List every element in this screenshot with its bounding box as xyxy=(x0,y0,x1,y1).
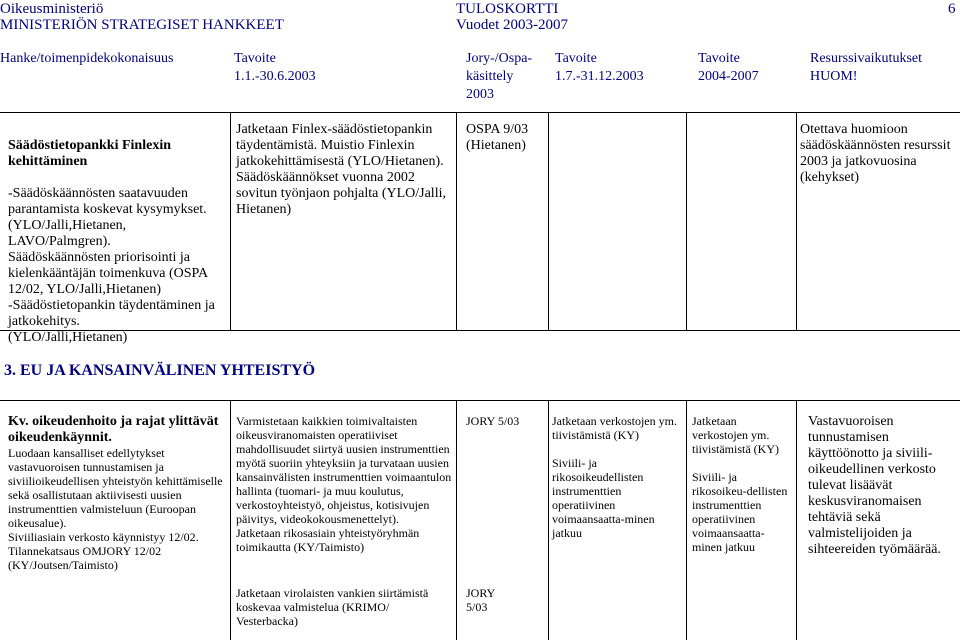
row2-goal-h1: Varmistetaan kaikkien toimivaltaisten oikeusviranomaisten operatiiviset mahdollisuudet siirtyä uusien instrumenttien myötä suoriin yhteyksiin ja turvataan uusien kansainvälisten instrumenttien voimaantulon hallinta (tuomari- ja muu koulutus, verkostoyhteistyö, ohjeistus, kotisivujen päivitys, videokokousmenettelyt). Jatketaan rikosasiain yhteistyöryhmän toimikautta (KY/Taimisto) xyxy=(236,414,452,554)
row1-project-body: -Säädöskäännösten saatavuuden parantamista koskevat kysymykset. (YLO/Jalli,Hietanen, LAVO/Palmgren). Säädöskäännösten priorisointi ja kielenkääntäjän toimenkuva (OSPA 12/02, YLO/Jalli,Hietanen) -Säädöstietopankin täydentäminen ja jatkokehitys. (YLO/Jalli,Hietanen) xyxy=(8,186,215,345)
ministry-name: Oikeusministeriö xyxy=(0,1,104,17)
row2-resources: Vastavuoroisen tunnustamisen käyttöönotto ja siviili-oikeudellinen verkosto tulevat lisäävät keskusviranomaisen tehtäviä sekä valmistelijoiden ja sihteereiden työmäärää. xyxy=(808,414,941,557)
row1-project xyxy=(8,122,228,346)
projects-title: MINISTERIÖN STRATEGISET HANKKEET xyxy=(0,17,284,33)
col-header-responsibility: Jory-/Ospa- käsittely 2003 xyxy=(466,51,533,102)
row2-project-body: Luodaan kansalliset edellytykset vastavuoroisen tunnustamisen ja siviilioikeudellisen yhteistyön kehittämiselle sekä osallistutaan aktiivisesti uusien instrumenttien valmisteluun (Euroopan oikeusalue). Siviiliasiain verkosto käynnistyy 12/02. Tilannekatsaus OMJORY 12/02 (KY/Joutsen/Taimisto) xyxy=(8,446,223,572)
section-title: 3. EU JA KANSAINVÄLINEN YHTEISTYÖ xyxy=(4,362,316,379)
col-header-goal-h1: Tavoite 1.1.-30.6.2003 xyxy=(234,51,316,84)
row3-responsibility: JORY 5/03 xyxy=(466,586,496,614)
report-years: Vuodet 2003-2007 xyxy=(456,17,569,33)
row1-goal-h1: Jatketaan Finlex-säädöstietopankin täydentämistä. Muistio Finlexin jatkokehittämisestä (YLO/Hietanen). Säädöskäännökset vuonna 2002 sovitun työnjaon pohjalta (YLO/Jalli, Hietanen) xyxy=(236,122,446,217)
row2-responsibility: JORY 5/03 xyxy=(466,414,520,428)
col-header-goal-future: Tavoite 2004-2007 xyxy=(698,51,759,84)
row1-responsibility: OSPA 9/03 (Hietanen) xyxy=(466,122,529,153)
col-header-resources: Resurssivaikutukset HUOM! xyxy=(810,51,922,84)
row2-project-heading: Kv. oikeudenhoito ja rajat ylittävät oikeudenkäynnit. xyxy=(8,414,219,445)
col-header-project: Hanke/toimenpidekokonaisuus xyxy=(0,51,174,66)
report-label: TULOSKORTTI xyxy=(456,1,559,17)
row1-resources: Otettava huomioon säädöskäännösten resurssit 2003 ja jatkovuosina (kehykset) xyxy=(800,122,951,185)
row2-goal-future: Jatketaan verkostojen ym. tiivistämistä (KY) Siviili- ja rikosoikeu-dellisten instrumenttien operatiivinen voimaansaatta-minen jatkuu xyxy=(692,414,788,554)
row2-goal-h2: Jatketaan verkostojen ym. tiivistämistä (KY) Siviili- ja rikosoikeudellisten instrumenttien operatiivinen voimaansaatta-minen jatkuu xyxy=(552,414,677,540)
row1-project-heading: Säädöstietopankki Finlexin kehittäminen xyxy=(8,138,171,169)
row3-goal-h1: Jatketaan virolaisten vankien siirtämistä koskevaa valmistelua (KRIMO/ Vesterbacka) xyxy=(236,586,429,628)
page-number: 6 xyxy=(948,1,956,17)
row2-project xyxy=(8,414,226,572)
col-header-goal-h2: Tavoite 1.7.-31.12.2003 xyxy=(555,51,644,84)
